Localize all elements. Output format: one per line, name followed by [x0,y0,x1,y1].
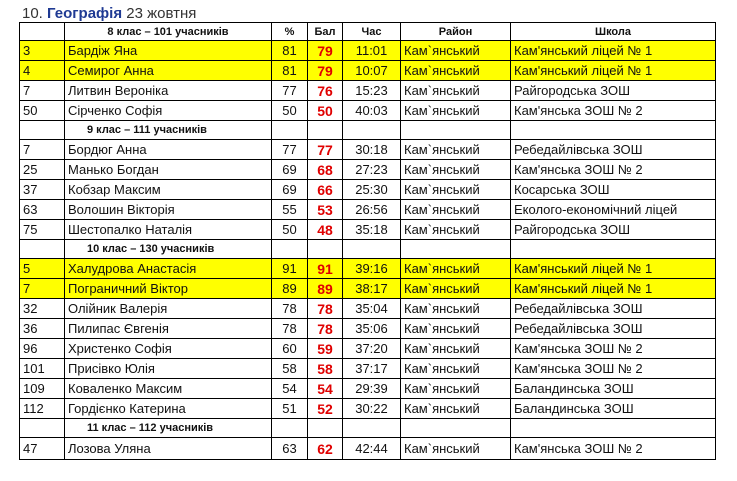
class-header-row [20,240,716,259]
name-cell: Литвин Вероніка [65,81,272,101]
district-cell: Кам`янський [401,160,511,180]
rank-cell: 101 [20,359,65,379]
district-cell: Кам`янський [401,299,511,319]
district-cell: Кам`янський [401,101,511,121]
header-district: Район [401,23,511,41]
rank-cell: 7 [20,279,65,299]
rank-cell: 50 [20,101,65,121]
district-cell: Кам`янський [401,41,511,61]
percent-cell: 89 [272,279,308,299]
class-header-blank [343,240,401,259]
time-cell: 35:06 [343,319,401,339]
class-header-blank [511,419,716,438]
document-title [22,5,196,22]
class-header-label: 10 клас – 130 учасників [65,240,272,259]
class-header-blank [401,419,511,438]
time-cell: 35:18 [343,220,401,240]
name-cell: Пилипас Євгенія [65,319,272,339]
class-header-blank [308,121,343,140]
score-cell: 50 [308,101,343,121]
percent-cell: 55 [272,200,308,220]
name-cell: Пограничний Віктор [65,279,272,299]
score-cell: 79 [308,41,343,61]
class-header-label: 9 клас – 111 учасників [65,121,272,140]
percent-cell: 60 [272,339,308,359]
table-row [20,220,716,240]
school-cell: Кам'янська ЗОШ № 2 [511,339,716,359]
class-header-blank [272,240,308,259]
score-cell: 91 [308,259,343,279]
time-cell: 25:30 [343,180,401,200]
school-cell: Баландинська ЗОШ [511,379,716,399]
table-row [20,200,716,220]
time-cell: 42:44 [343,438,401,460]
name-cell: Бордюг Анна [65,140,272,160]
score-cell: 54 [308,379,343,399]
header-row [20,23,716,41]
class-header-blank [511,121,716,140]
table-row [20,140,716,160]
percent-cell: 50 [272,101,308,121]
name-cell: Халудрова Анастасія [65,259,272,279]
name-cell: Сірченко Софія [65,101,272,121]
time-cell: 40:03 [343,101,401,121]
class-header-blank [401,240,511,259]
school-cell: Кам'янський ліцей № 1 [511,61,716,81]
score-cell: 76 [308,81,343,101]
time-cell: 27:23 [343,160,401,180]
school-cell: Кам'янська ЗОШ № 2 [511,359,716,379]
name-cell: Коваленко Максим [65,379,272,399]
results-table [19,22,716,460]
table-row [20,339,716,359]
district-cell: Кам`янський [401,81,511,101]
olympiad-date: 23 жовтня [126,5,197,22]
class-header-row [20,419,716,438]
score-cell: 52 [308,399,343,419]
school-cell: Баландинська ЗОШ [511,399,716,419]
rank-cell: 3 [20,41,65,61]
rank-cell: 112 [20,399,65,419]
percent-cell: 78 [272,319,308,339]
table-row [20,61,716,81]
name-cell: Присівко Юлія [65,359,272,379]
percent-cell: 63 [272,438,308,460]
table-row [20,160,716,180]
school-cell: Кам'янський ліцей № 1 [511,41,716,61]
table-row [20,399,716,419]
table-row [20,41,716,61]
district-cell: Кам`янський [401,359,511,379]
table-row [20,81,716,101]
class-header-blank [343,121,401,140]
school-cell: Кам'янська ЗОШ № 2 [511,160,716,180]
table-row [20,299,716,319]
district-cell: Кам`янський [401,319,511,339]
school-cell: Кам'янська ЗОШ № 2 [511,101,716,121]
rank-cell: 47 [20,438,65,460]
score-cell: 53 [308,200,343,220]
name-cell: Волошин Вікторія [65,200,272,220]
time-cell: 11:01 [343,41,401,61]
class-header-blank [308,240,343,259]
district-cell: Кам`янський [401,279,511,299]
score-cell: 78 [308,299,343,319]
rank-cell: 25 [20,160,65,180]
name-cell: Бардіж Яна [65,41,272,61]
percent-cell: 78 [272,299,308,319]
class-header-blank [20,240,65,259]
district-cell: Кам`янський [401,438,511,460]
rank-cell: 7 [20,140,65,160]
score-cell: 59 [308,339,343,359]
header-class-label: 8 клас – 101 учасників [65,23,272,41]
class-header-blank [308,419,343,438]
section-number: 10. [22,5,43,22]
score-cell: 66 [308,180,343,200]
class-header-blank [20,419,65,438]
district-cell: Кам`янський [401,399,511,419]
time-cell: 10:07 [343,61,401,81]
table-row [20,259,716,279]
district-cell: Кам`янський [401,200,511,220]
rank-cell: 7 [20,81,65,101]
table-row [20,319,716,339]
district-cell: Кам`янський [401,379,511,399]
rank-cell: 75 [20,220,65,240]
school-cell: Кам'янський ліцей № 1 [511,259,716,279]
class-header-blank [343,419,401,438]
score-cell: 77 [308,140,343,160]
percent-cell: 54 [272,379,308,399]
district-cell: Кам`янський [401,259,511,279]
time-cell: 29:39 [343,379,401,399]
score-cell: 58 [308,359,343,379]
rank-cell: 36 [20,319,65,339]
table-row [20,438,716,460]
percent-cell: 77 [272,81,308,101]
rank-cell: 32 [20,299,65,319]
name-cell: Кобзар Максим [65,180,272,200]
class-header-label: 11 клас – 112 учасників [65,419,272,438]
class-header-blank [272,121,308,140]
name-cell: Манько Богдан [65,160,272,180]
header-percent: % [272,23,308,41]
class-header-blank [20,121,65,140]
district-cell: Кам`янський [401,220,511,240]
school-cell: Кам'янська ЗОШ № 2 [511,438,716,460]
rank-cell: 5 [20,259,65,279]
percent-cell: 58 [272,359,308,379]
school-cell: Ребедайлівська ЗОШ [511,140,716,160]
time-cell: 30:18 [343,140,401,160]
rank-cell: 96 [20,339,65,359]
header-time: Час [343,23,401,41]
percent-cell: 81 [272,41,308,61]
rank-cell: 37 [20,180,65,200]
table-row [20,379,716,399]
header-school: Школа [511,23,716,41]
percent-cell: 91 [272,259,308,279]
name-cell: Семирог Анна [65,61,272,81]
rank-cell: 63 [20,200,65,220]
school-cell: Ребедайлівська ЗОШ [511,319,716,339]
score-cell: 62 [308,438,343,460]
school-cell: Еколого-економічний ліцей [511,200,716,220]
score-cell: 79 [308,61,343,81]
score-cell: 68 [308,160,343,180]
percent-cell: 51 [272,399,308,419]
class-header-row [20,121,716,140]
score-cell: 48 [308,220,343,240]
percent-cell: 50 [272,220,308,240]
percent-cell: 69 [272,160,308,180]
time-cell: 37:17 [343,359,401,379]
name-cell: Лозова Уляна [65,438,272,460]
district-cell: Кам`янський [401,180,511,200]
time-cell: 30:22 [343,399,401,419]
time-cell: 37:20 [343,339,401,359]
class-header-blank [401,121,511,140]
school-cell: Ребедайлівська ЗОШ [511,299,716,319]
time-cell: 15:23 [343,81,401,101]
time-cell: 38:17 [343,279,401,299]
header-col1 [20,23,65,41]
rank-cell: 109 [20,379,65,399]
time-cell: 39:16 [343,259,401,279]
school-cell: Райгородська ЗОШ [511,220,716,240]
header-score: Бал [308,23,343,41]
percent-cell: 69 [272,180,308,200]
table-row [20,101,716,121]
class-header-blank [511,240,716,259]
table-row [20,279,716,299]
score-cell: 78 [308,319,343,339]
name-cell: Шестопалко Наталія [65,220,272,240]
name-cell: Христенко Софія [65,339,272,359]
district-cell: Кам`янський [401,339,511,359]
percent-cell: 81 [272,61,308,81]
time-cell: 35:04 [343,299,401,319]
name-cell: Олійник Валерія [65,299,272,319]
subject-name: Географія [47,5,123,22]
rank-cell: 4 [20,61,65,81]
district-cell: Кам`янський [401,140,511,160]
class-header-blank [272,419,308,438]
school-cell: Райгородська ЗОШ [511,81,716,101]
district-cell: Кам`янський [401,61,511,81]
table-row [20,359,716,379]
table-row [20,180,716,200]
percent-cell: 77 [272,140,308,160]
score-cell: 89 [308,279,343,299]
school-cell: Кам'янський ліцей № 1 [511,279,716,299]
school-cell: Косарська ЗОШ [511,180,716,200]
name-cell: Гордієнко Катерина [65,399,272,419]
time-cell: 26:56 [343,200,401,220]
